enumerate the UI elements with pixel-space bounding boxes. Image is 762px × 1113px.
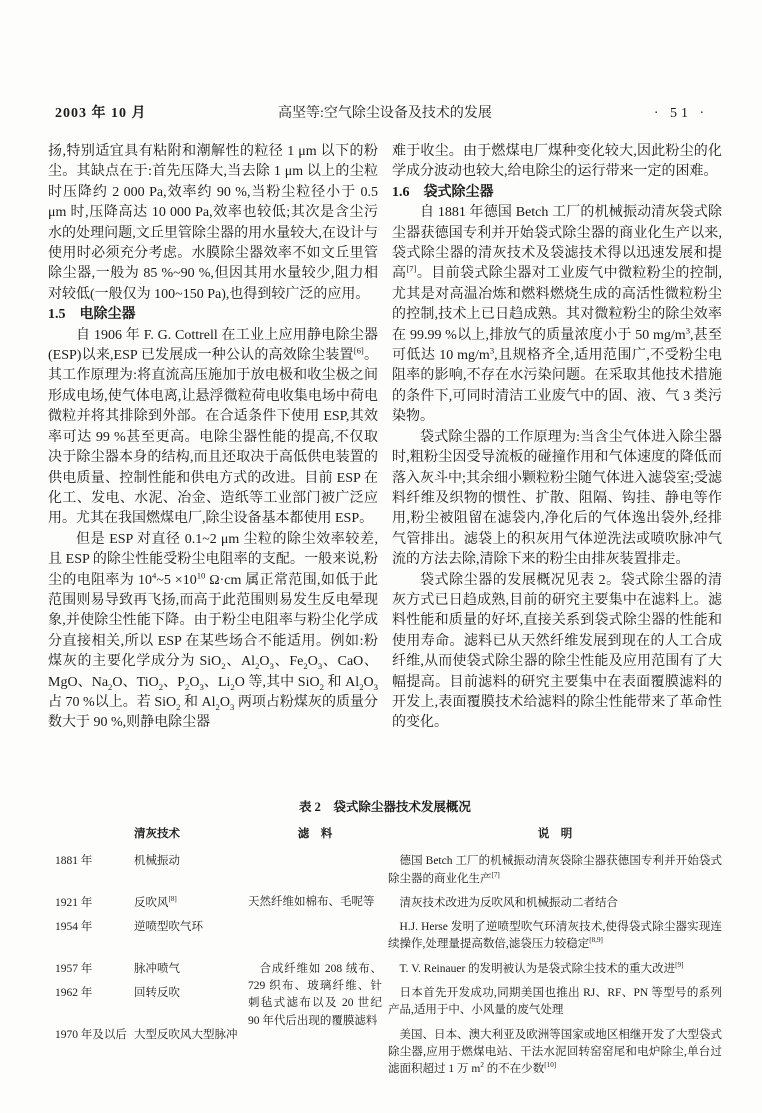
column-header-filter-media: 滤 料 <box>297 828 333 840</box>
tech-cell: 脉冲喷气 <box>134 962 180 975</box>
paragraph-esp-intro: 自 1906 年 F. G. Cottrell 在工业上应用静电除尘器(ESP)以来,ESP 已发展成一种公认的高效除尘装置[6]。其工作原理为:将直流高压施加于放电极和收尘极之间形成电场,使气体电离,让悬浮微粒荷电收集电场中荷电微粒并将其排除到外部。在合适条件下使用 ESP,其效率可达 99 %甚至更高。电除尘器性能的提高,不仅取决于除尘器本身的结构,而且还取决于高低供电装置的供电质量、控制性能和供电方式的改进。目前 ESP 在化工、发电、水泥、冶金、造纸等工业部门被广泛应用。尤其在我国燃煤电厂,除尘设备基本都使用 ESP。 <box>48 327 379 527</box>
year-cell: 1921 年 <box>55 896 93 909</box>
filter-media-cell-synthetic: 合成纤维如 208 绒布、729 织布、玻璃纤维、针刺毡式滤布以及 20 世纪 90 年代后出现的覆膜滤料 <box>248 962 382 1027</box>
paragraph-continued: 难于收尘。由于燃煤电厂煤种变化较大,因此粉尘的化学成分波动也较大,给电除尘的运行带来一定的困难。 <box>392 144 722 180</box>
tech-cell: 回转反吹 <box>134 987 180 1000</box>
paragraph-baghouse-intro: 自 1881 年德国 Betch 工厂的机械振动清灰袋式除尘器获德国专利并开始袋式除尘器的商业化生产以来,袋式除尘器的清灰技术及袋滤技术得以迅速发展和提高[7]。目前袋式除尘器对工业废气中微粒粉尘的控制,尤其是对高温冶炼和燃料燃烧生成的高活性微粒粉尘的控制,技术上已日趋成熟。其对微粒粉尘的除尘效率在 99.99 %以上,排放气的质量浓度小于 50 $mg/m^3$,甚至可低达 10 $mg/m^3$,且规格齐全,适用范围广,不受粉尘电阻率的影响,不存在水污染问题。在采取其他技术措施的条件下,可同时清洁工业废气中的固、液、气 3 类污染物。 <box>392 205 722 425</box>
table-2 <box>48 799 722 1079</box>
filter-media-cell-natural: 天然纤维如棉布、毛呢等 <box>248 895 375 908</box>
year-cell: 1954 年 <box>55 921 93 934</box>
note-cell: 日本首先开发成功,同期美国也推出 RJ、RF、PN 等型号的系列产品,适用于中、小风量的废气处理 <box>388 987 722 1017</box>
year-cell: 1970 年及以后 <box>55 1028 127 1041</box>
paragraph-continued: 扬,特别适宜具有粘附和潮解性的粒径 1 μm 以下的粉尘。其缺点在于:首先压降大,当去除 1 μm 以上的尘粒时压降约 2 000 Pa,效率约 90 %,当粉尘粒径小于 0.5 μm 时,压降高达 10 000 Pa,效率也较低;其次是含尘污水的处理问题,文丘里管除尘器的用水量较大,在设计与使用时必须充分考虑。水膜除尘器效率不如文丘里管除尘器,一般为 85 %~90 %,但因其用水量较少,阻力相对较低(一般仅为 100~150 Pa),也得到较广泛的应用。 <box>48 144 378 302</box>
paragraph-baghouse-development: 袋式除尘器的发展概况见表 2。袋式除尘器的清灰方式已日趋成熟,目前的研究主要集中在滤料上。滤料性能和质量的好坏,直接关系到袋式除尘器的性能和使用寿命。滤料已从天然纤维发展到现在的人工合成纤维,从而使袋式除尘器的除尘性能及应用范围有了大幅提高。目前滤料的研究主要集中在表面覆膜滤料的开发上,表面覆膜技术给滤料的除尘性能带来了革命性的变化。 <box>392 572 722 731</box>
section-heading-1-5: 1.5 电除尘器 <box>48 307 136 323</box>
table-title: 表 2 袋式除尘器技术发展概况 <box>299 800 471 814</box>
right-column <box>392 142 722 796</box>
tech-cell: 逆喷型吹气环 <box>134 921 203 934</box>
year-cell: 1881 年 <box>55 855 93 868</box>
note-cell: 美国、日本、澳大利亚及欧洲等国家或地区相继开发了大型袋式除尘器,应用于燃煤电站、干法水泥回转窑窑尾和电炉除尘,单台过滤面积超过 1 万 $m^2$ 的不在少数[10] <box>388 1028 722 1076</box>
year-cell: 1962 年 <box>55 987 93 1000</box>
note-cell: H.J. Herse 发明了逆喷型吹气环清灰技术,使得袋式除尘器实现连续操作,处理量提高数倍,滤袋压力较稳定[8,9] <box>388 921 722 951</box>
two-column-body <box>48 142 722 796</box>
column-header-cleaning-tech: 清灰技术 <box>134 828 180 840</box>
paragraph-baghouse-principle: 袋式除尘器的工作原理为:当含尘气体进入除尘器时,粗粉尘因受导流板的碰撞作用和气体速度的降低而落入灰斗中;其余细小颗粒粉尘随气体进入滤袋室;受滤料纤维及织物的惯性、扩散、阻隔、钩挂、静电等作用,粉尘被阻留在滤袋内,净化后的气体逸出袋外,经排气管排出。滤袋上的积灰用气体逆洗法或喷吹脉冲气流的方法去除,清除下来的粉尘由排灰装置排走。 <box>392 429 722 568</box>
table-grid <box>48 826 722 1079</box>
note-cell: 清灰技术改进为反吹风和机械振动二者结合 <box>399 896 618 909</box>
left-column <box>48 142 378 796</box>
paragraph-esp-limits: 但是 ESP 对直径 0.1~2 μm 尘粒的除尘效率较差,且 ESP 的除尘性能受粉尘电阻率的支配。一般来说,粉尘的电阻率为 $10^4\sim 5 \times 10^{10}$ Ω·cm 属正常范围,如低于此范围则易导致再飞扬,而高于此范围则易发生反电晕现象,并使除尘性能下降。由于粉尘电阻率与粉尘化学成分直接相关,所以 ESP 在某些场合不能适用。例如:粉煤灰的主要化学成分为 SiO$_2$、$Al_2O_3$、$Fe_2O_3$、CaO、MgO、$Na_2O$、TiO$_2$、$P_2O_3$、$Li_2O$ 等,其中 SiO$_2$ 和 $Al_2O_3$ 占 70 %以上。若 SiO$_2$ 和 $Al_2O_3$ 两项占粉煤灰的质量分数大于 90 %,则静电除尘器 <box>48 531 379 731</box>
running-title: 高坚等:空气除尘设备及技术的发展 <box>278 106 492 121</box>
issue-date: 2003 年 10 月 <box>55 106 147 121</box>
section-heading-1-6: 1.6 袋式除尘器 <box>392 184 494 200</box>
page-number: · 51 · <box>653 106 709 121</box>
tech-cell: 反吹风[8] <box>134 895 177 909</box>
note-cell: T. V. Reinauer 的发明被认为是袋式除尘技术的重大改进[9] <box>399 960 684 975</box>
note-cell: 德国 Betch 工厂的机械振动清灰袋除尘器获德国专利并开始袋式除尘器的商业化生产[7] <box>388 855 722 885</box>
tech-cell: 机械振动 <box>134 855 180 868</box>
column-header-note: 说 明 <box>537 828 573 840</box>
tech-cell: 大型反吹风大型脉冲 <box>134 1028 238 1041</box>
running-head <box>48 104 722 126</box>
year-cell: 1957 年 <box>55 962 93 975</box>
